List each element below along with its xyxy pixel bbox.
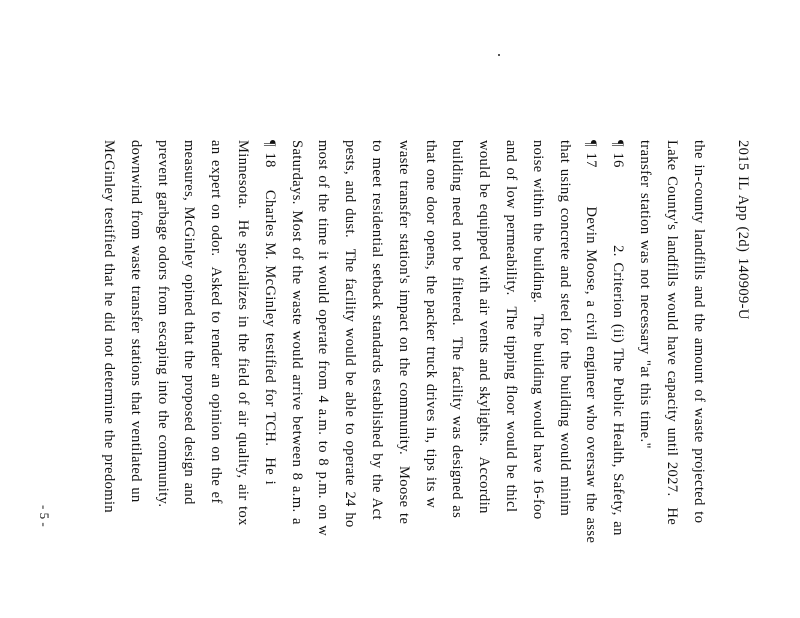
body-line: downwind from waste transfer stations that ventilated un — [128, 140, 144, 503]
body-line: most of the time it would operate from 4 a.m. to 8 p.m. on w — [315, 140, 331, 537]
paragraph-17-start: ¶ 17 Devin Moose, a civil engineer who oversaw the asse — [583, 140, 599, 544]
body-line: waste transfer station's impact on the community. Moose te — [396, 140, 412, 525]
page-number: - 5 - — [37, 505, 52, 527]
body-line: transfer station was not necessary "at this time." — [637, 140, 653, 449]
body-line: Lake County's landfills would have capacity until 2027. He — [664, 140, 680, 526]
body-line: prevent garbage odors from escaping into the community. — [155, 140, 171, 508]
scan-speck — [498, 54, 500, 56]
body-line: would be equipped with air vents and skylights. Accordin — [476, 140, 492, 514]
running-header: 2015 IL App (2d) 140909-U — [735, 140, 751, 320]
body-line: that using concrete and steel for the building would minim — [557, 140, 573, 517]
body-line: pests, and dust. The facility would be able to operate 24 ho — [342, 140, 358, 528]
body-line: McGinley testified that he did not determine the predomin — [101, 140, 117, 514]
body-line: and of low permeability. The tipping floor would be thicl — [503, 140, 519, 513]
rotated-page-content — [95, 140, 755, 618]
body-line: an expert on odor. Asked to render an opinion on the ef — [208, 140, 224, 504]
section-heading: ¶ 16 2. Criterion (ii) The Public Health, Safety, an — [610, 140, 626, 536]
body-line: Saturdays. Most of the waste would arrive between 8 a.m. a — [289, 140, 305, 525]
body-line: noise within the building. The building would have 16-foo — [530, 140, 546, 520]
body-line: to meet residential setback standards established by the Act — [369, 140, 385, 520]
body-line: Minnesota. He specializes in the field of air quality, air tox — [235, 140, 251, 526]
body-line: measures, McGinley opined that the proposed design and — [181, 140, 197, 505]
body-line: the in-county landfills and the amount of waste projected to — [691, 140, 707, 524]
paragraph-18-start: ¶ 18 Charles M. McGinley testified for TCH. He i — [262, 140, 278, 486]
body-line: building need not be filtered. The facility was designed as — [449, 140, 465, 519]
body-line: that one door opens, the packer truck drives in, tips its w — [423, 140, 439, 509]
